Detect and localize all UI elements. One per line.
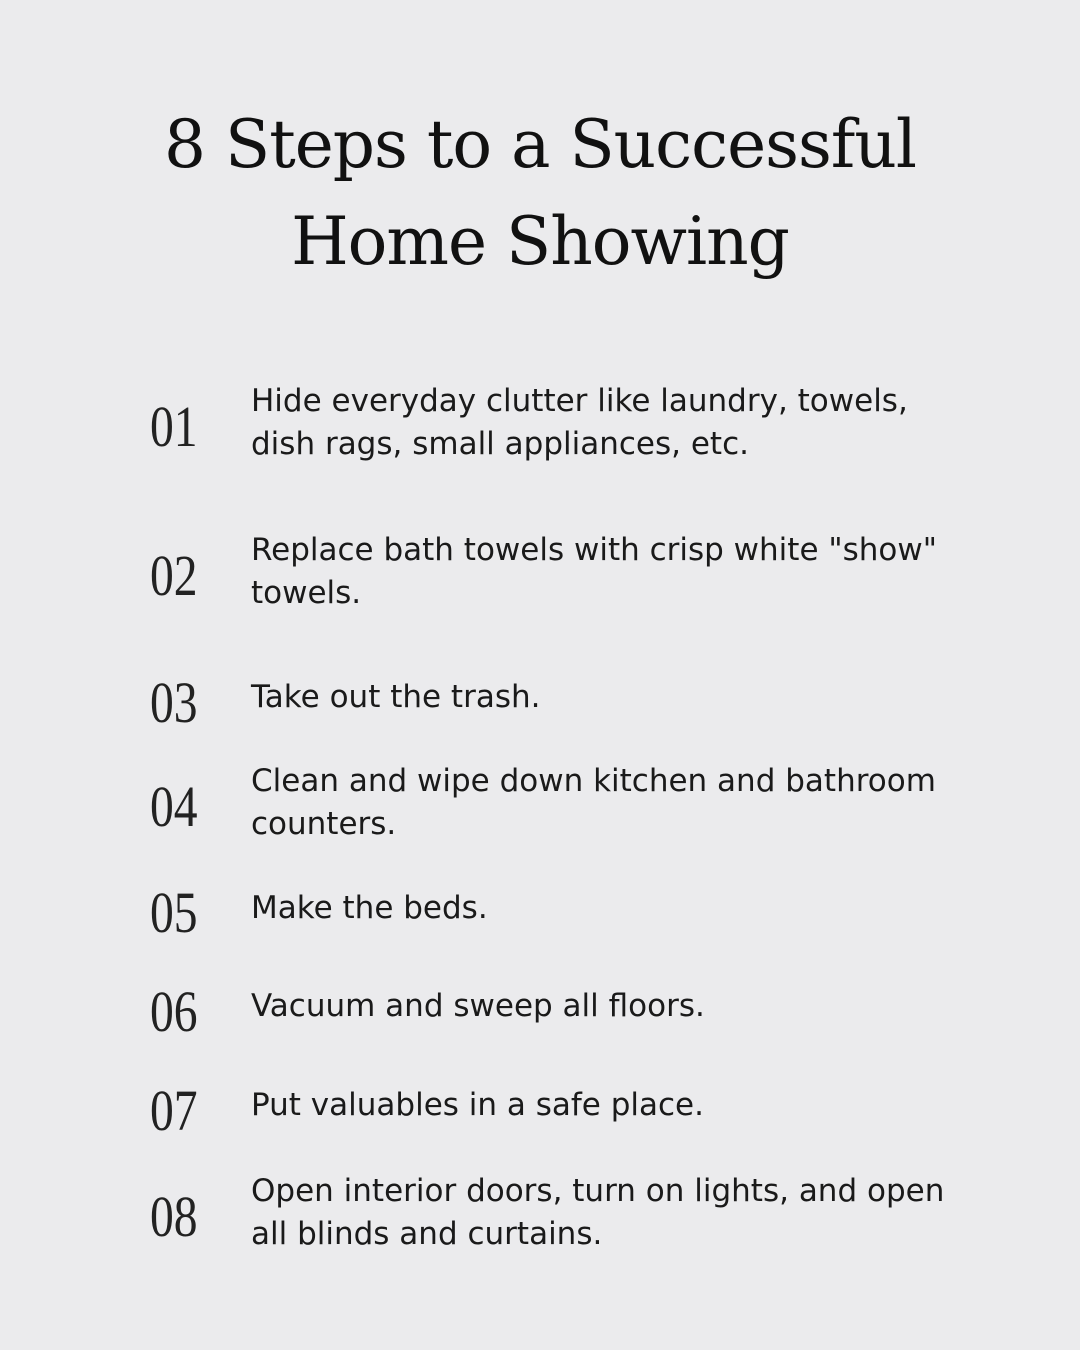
step-number: 03 (150, 670, 198, 735)
step-text: Hide everyday clutter like laundry, towels, dish rags, small appliances, etc. (251, 383, 908, 462)
step-number: 02 (150, 543, 198, 608)
step-number: 08 (150, 1184, 198, 1249)
step-number: 06 (150, 979, 198, 1044)
step-number: 05 (150, 880, 198, 945)
page-title-line-1: 8 Steps to a Successful (164, 106, 916, 183)
step-text: Make the beds. (251, 890, 488, 926)
step-number: 04 (150, 774, 198, 839)
page-title-line-2: Home Showing (291, 203, 789, 280)
step-text: Take out the trash. (251, 679, 541, 715)
step-number: 01 (150, 394, 198, 459)
step-text: Replace bath towels with crisp white "show" towels. (251, 532, 938, 611)
step-text: Open interior doors, turn on lights, and open all blinds and curtains. (251, 1173, 945, 1252)
step-text: Clean and wipe down kitchen and bathroom counters. (251, 763, 936, 842)
step-number: 07 (150, 1078, 198, 1143)
step-text: Vacuum and sweep all floors. (251, 988, 705, 1024)
step-text: Put valuables in a safe place. (251, 1087, 704, 1123)
